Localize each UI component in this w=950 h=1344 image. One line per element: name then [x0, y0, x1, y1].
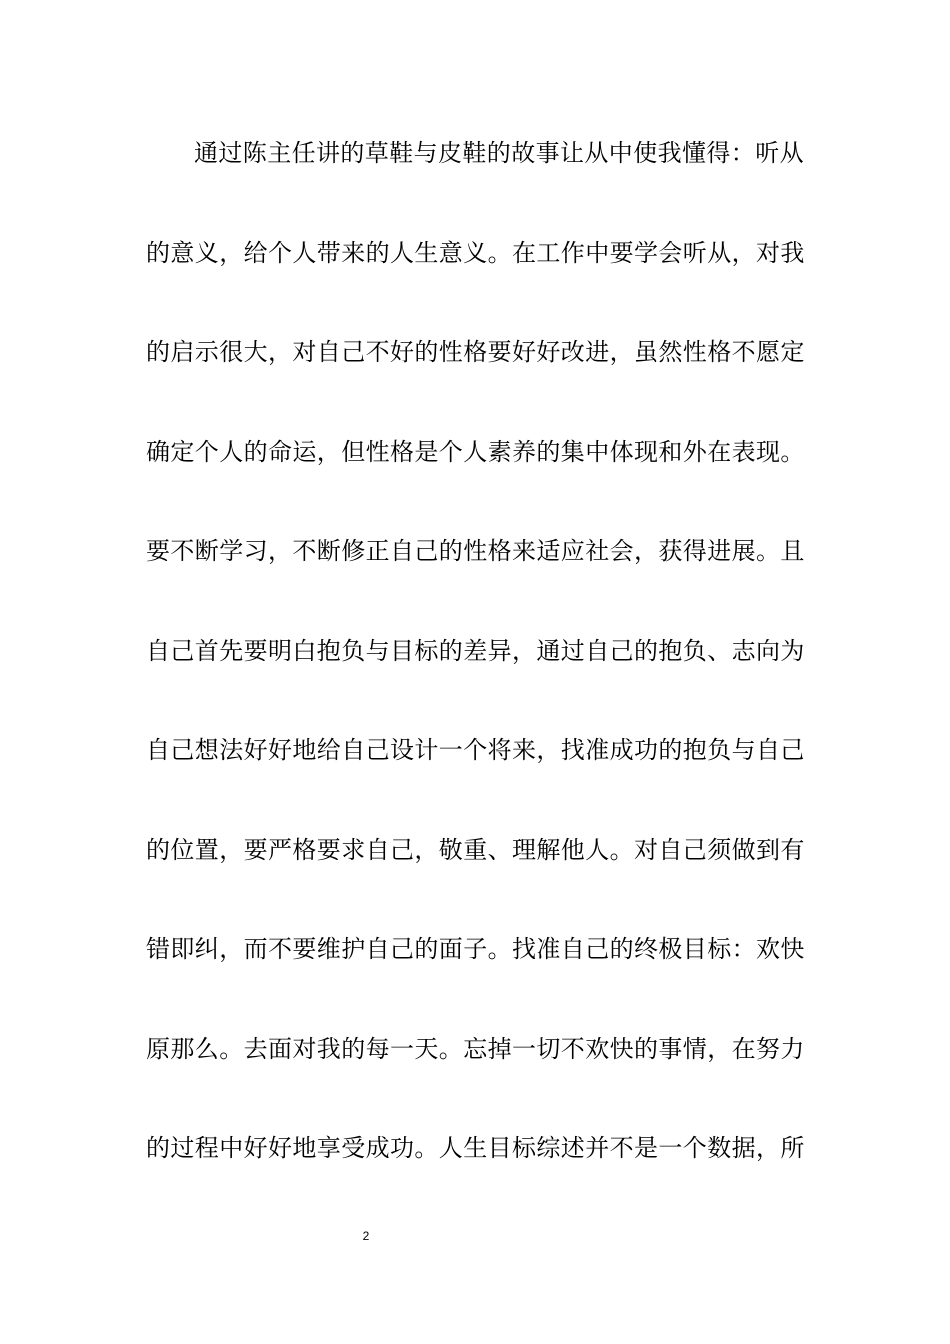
body-paragraph — [146, 133, 806, 1228]
text-line-9: 错即纠，而不要维护自己的面子。找准自己的终极目标：欢快 — [146, 935, 805, 963]
text-line-2: 的意义，给个人带来的人生意义。在工作中要学会听从，对我 — [146, 238, 805, 267]
text-line-5: 要不断学习，不断修正自己的性格来适应社会，获得进展。且 — [146, 537, 805, 565]
text-line-3: 的启示很大，对自己不好的性格要好好改进，虽然性格不愿定 — [146, 338, 805, 366]
text-line-7: 自己想法好好地给自己设计一个将来，找准成功的抱负与自己 — [146, 736, 805, 764]
text-line-11: 的过程中好好地享受成功。人生目标综述并不是一个数据，所 — [146, 1134, 805, 1162]
page-number: 2 — [362, 1229, 370, 1243]
text-line-6: 自己首先要明白抱负与目标的差异，通过自己的抱负、志向为 — [146, 636, 805, 665]
text-line-10: 原那么。去面对我的每一天。忘掉一切不欢快的事情，在努力 — [146, 1034, 805, 1063]
text-line-4: 确定个人的命运，但性格是个人素养的集中体现和外在表现。 — [146, 437, 805, 466]
text-line-8: 的位置，要严格要求自己，敬重、理解他人。对自己须做到有 — [146, 835, 805, 864]
text-line-1: 通过陈主任讲的草鞋与皮鞋的故事让从中使我懂得：听从 — [194, 139, 804, 167]
